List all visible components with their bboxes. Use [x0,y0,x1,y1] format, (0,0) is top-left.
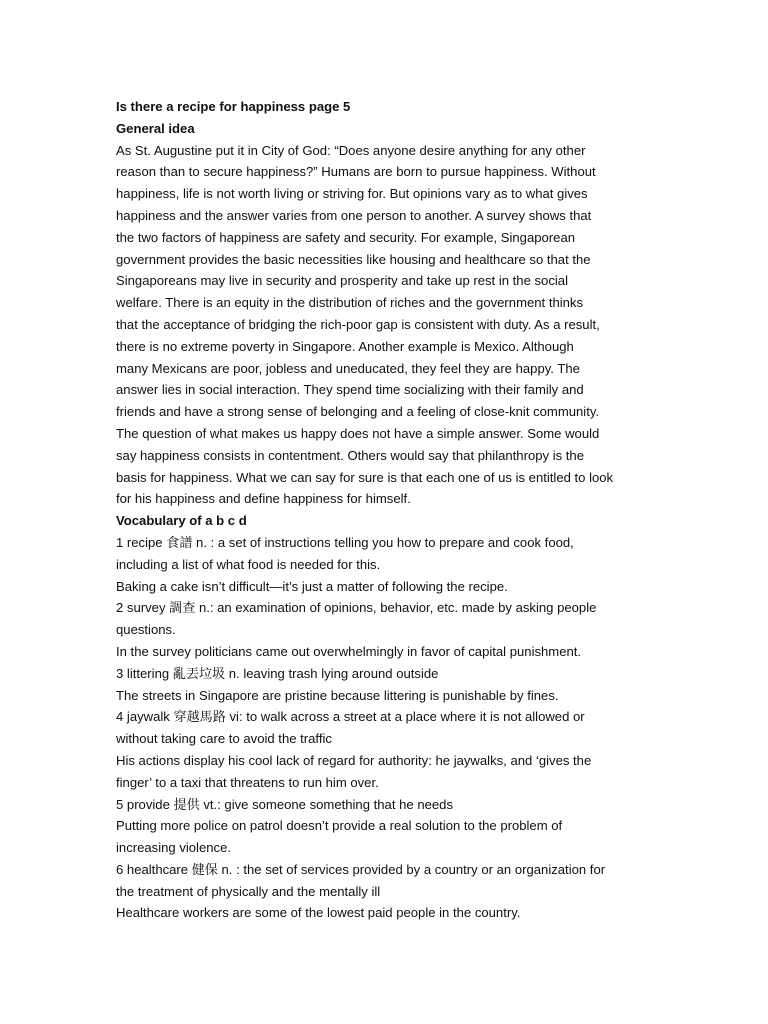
document-title: Is there a recipe for happiness page 5 [116,99,351,114]
vocab-entry-jaywalk: 4 jaywalk 穿越馬路 vi: to walk across a street at a place where it is not allowed or [116,709,585,725]
vocab-entry-provide: 5 provide 提供 vt.: give someone something that he needs [116,796,453,812]
vocab-entry-continuation: the treatment of physically and the mentally ill [116,883,381,899]
vocab-entry-continuation: questions. [116,622,176,638]
vocab-example: His actions display his cool lack of regard for authority: he jaywalks, and ‘gives the [116,752,592,768]
vocab-example-continuation: increasing violence. [116,840,231,856]
paragraph-line: many Mexicans are poor, jobless and uneducated, they feel they are happy. The [116,360,580,376]
vocabulary-list [116,532,676,924]
paragraph-line: welfare. There is an equity in the distribution of riches and the government thinks [116,295,584,311]
paragraph-line: that the acceptance of bridging the rich-poor gap is consistent with duty. As a result, [116,316,600,332]
vocab-entry-healthcare: 6 healthcare 健保 n. : the set of services provided by a country or an organization for [116,861,606,877]
general-idea-paragraph [116,140,676,511]
paragraph-line: The question of what makes us happy does not have a simple answer. Some would [116,425,600,441]
document-page [116,96,676,924]
paragraph-line: happiness, life is not worth living or striving for. But opinions vary as to what gives [116,186,588,202]
general-idea-heading: General idea [116,120,195,136]
vocab-entry-littering: 3 littering 亂丟垃圾 n. leaving trash lying around outside [116,665,439,681]
vocab-example: Putting more police on patrol doesn’t provide a real solution to the problem of [116,818,563,834]
vocab-example: In the survey politicians came out overwhelmingly in favor of capital punishment. [116,643,582,659]
vocab-example: Baking a cake isn’t difficult—it’s just a matter of following the recipe. [116,578,508,594]
vocab-entry-survey: 2 survey 調查 n.: an examination of opinions, behavior, etc. made by asking people [116,600,597,616]
vocab-example: The streets in Singapore are pristine because littering is punishable by fines. [116,687,559,703]
vocab-example-continuation: finger’ to a taxi that threatens to run him over. [116,774,379,790]
vocab-entry-continuation: including a list of what food is needed for this. [116,556,381,572]
paragraph-line: the two factors of happiness are safety and security. For example, Singaporean [116,229,576,245]
paragraph-line: happiness and the answer varies from one person to another. A survey shows that [116,207,592,223]
paragraph-line: for his happiness and define happiness for himself. [116,491,411,507]
paragraph-line: basis for happiness. What we can say for sure is that each one of us is entitled to look [116,469,614,485]
paragraph-line: there is no extreme poverty in Singapore. Another example is Mexico. Although [116,338,574,354]
paragraph-line: government provides the basic necessities like housing and healthcare so that the [116,251,591,267]
paragraph-line: reason than to secure happiness?” Humans are born to pursue happiness. Without [116,164,596,180]
paragraph-line: answer lies in social interaction. They spend time socializing with their family and [116,382,584,398]
paragraph-line: As St. Augustine put it in City of God: “Does anyone desire anything for any other [116,142,586,158]
paragraph-line: say happiness consists in contentment. Others would say that philanthropy is the [116,447,584,463]
paragraph-line: Singaporeans may live in security and prosperity and take up rest in the social [116,273,568,289]
vocabulary-heading: Vocabulary of a b c d [116,513,247,529]
vocab-entry-recipe: 1 recipe 食譜 n. : a set of instructions telling you how to prepare and cook food, [116,534,574,550]
paragraph-line: friends and have a strong sense of belonging and a feeling of close-knit community. [116,404,600,420]
vocab-entry-continuation: without taking care to avoid the traffic [116,731,332,747]
vocab-example: Healthcare workers are some of the lowest paid people in the country. [116,905,521,921]
